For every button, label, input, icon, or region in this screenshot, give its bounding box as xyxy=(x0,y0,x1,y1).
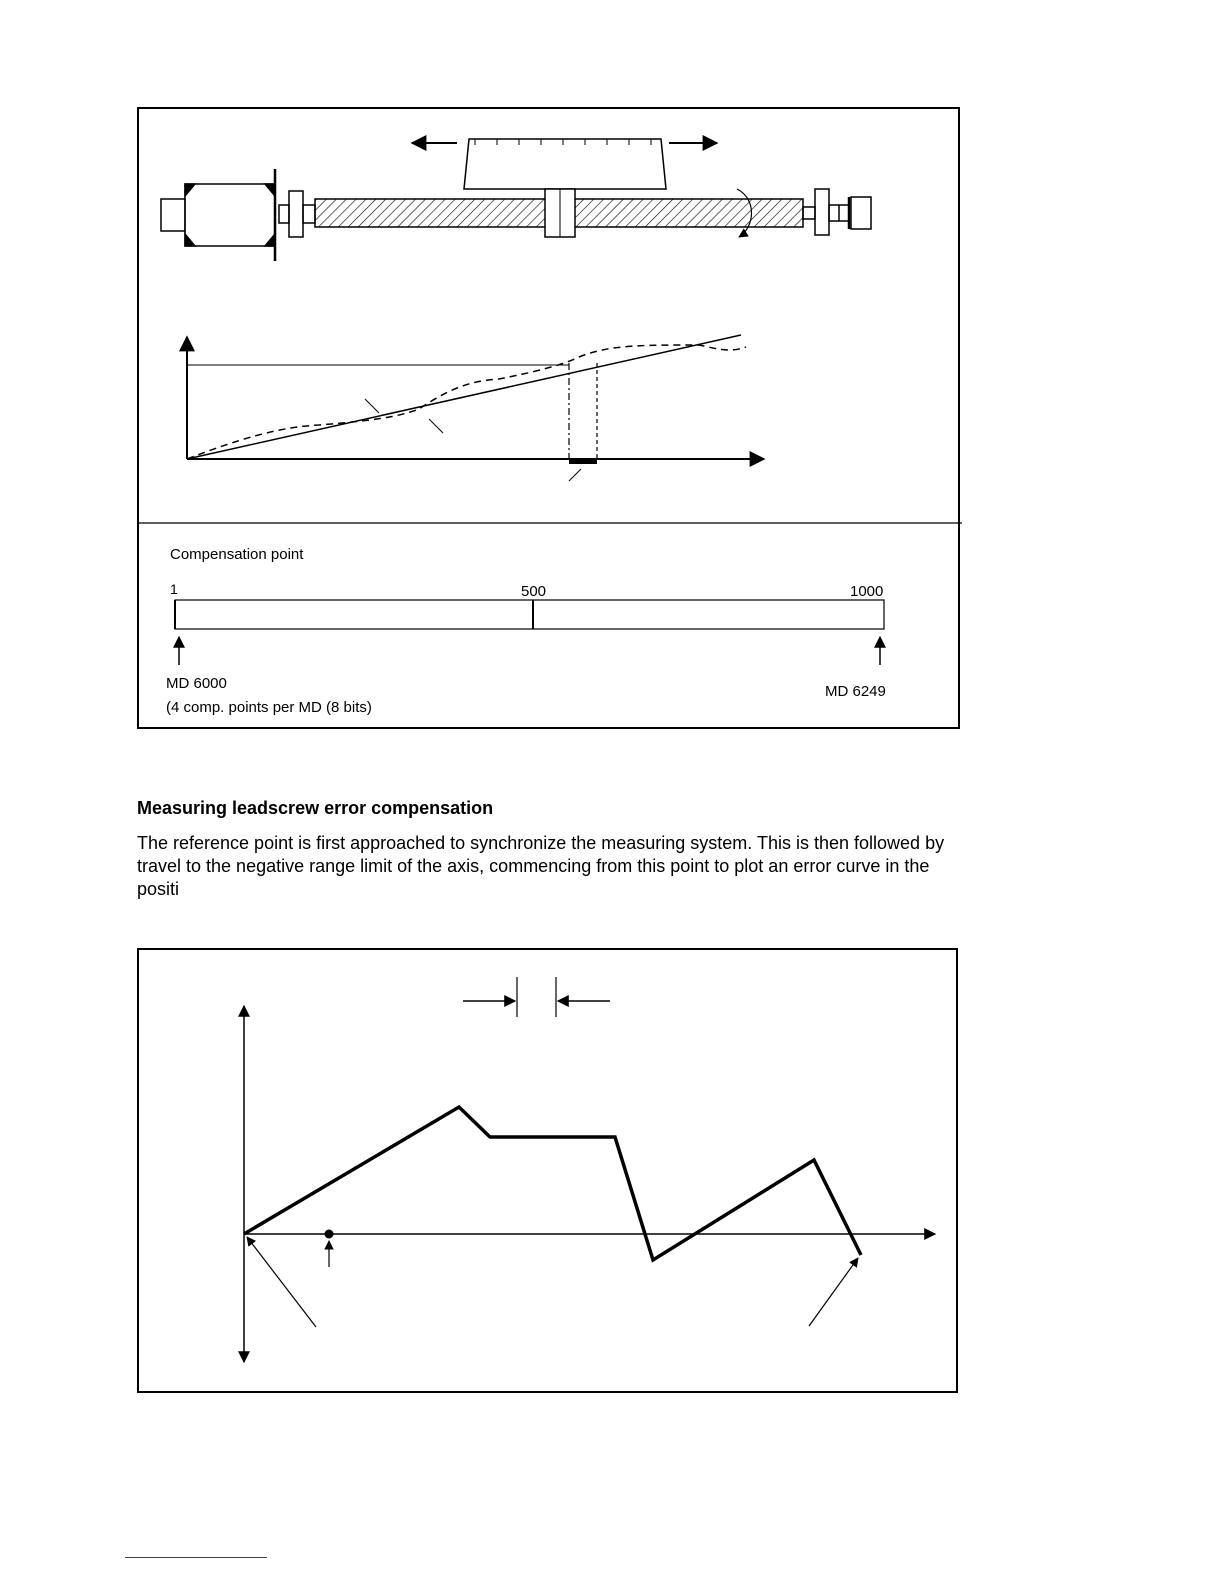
section-heading: Measuring leadscrew error compensation xyxy=(137,798,494,818)
error-plot xyxy=(187,335,764,481)
md-start-label: MD 6000 xyxy=(166,675,227,692)
encoder xyxy=(803,189,871,235)
compensation-scale xyxy=(175,600,884,665)
start-pointer xyxy=(247,1237,316,1327)
motor xyxy=(161,169,315,261)
md-end-label: MD 6249 xyxy=(825,683,886,700)
slide-table xyxy=(412,139,717,189)
leadscrew-figure xyxy=(137,107,960,729)
compensation-point-label: Compensation point xyxy=(170,546,304,563)
error-curve-diagram xyxy=(139,950,960,1395)
footnote-rule xyxy=(125,1557,267,1558)
error-curve-figure xyxy=(137,948,958,1393)
md-note-label: (4 comp. points per MD (8 bits) xyxy=(166,699,372,716)
scale-start-label: 1 xyxy=(170,581,178,597)
actual-curve xyxy=(187,345,746,459)
leadscrew-diagram xyxy=(139,109,962,731)
section-paragraph: The reference point is first approached to synchronize the measuring system. This is then followed by travel to the negative range limit of the axis, commencing from this point to plot an error curve in the positi xyxy=(137,833,945,899)
scale-mid-label: 500 xyxy=(521,583,547,600)
reference-point xyxy=(325,1230,334,1239)
scale-end-label: 1000 xyxy=(850,583,884,600)
end-pointer xyxy=(809,1258,858,1326)
error-curve xyxy=(244,1107,861,1260)
ideal-line xyxy=(187,335,741,459)
